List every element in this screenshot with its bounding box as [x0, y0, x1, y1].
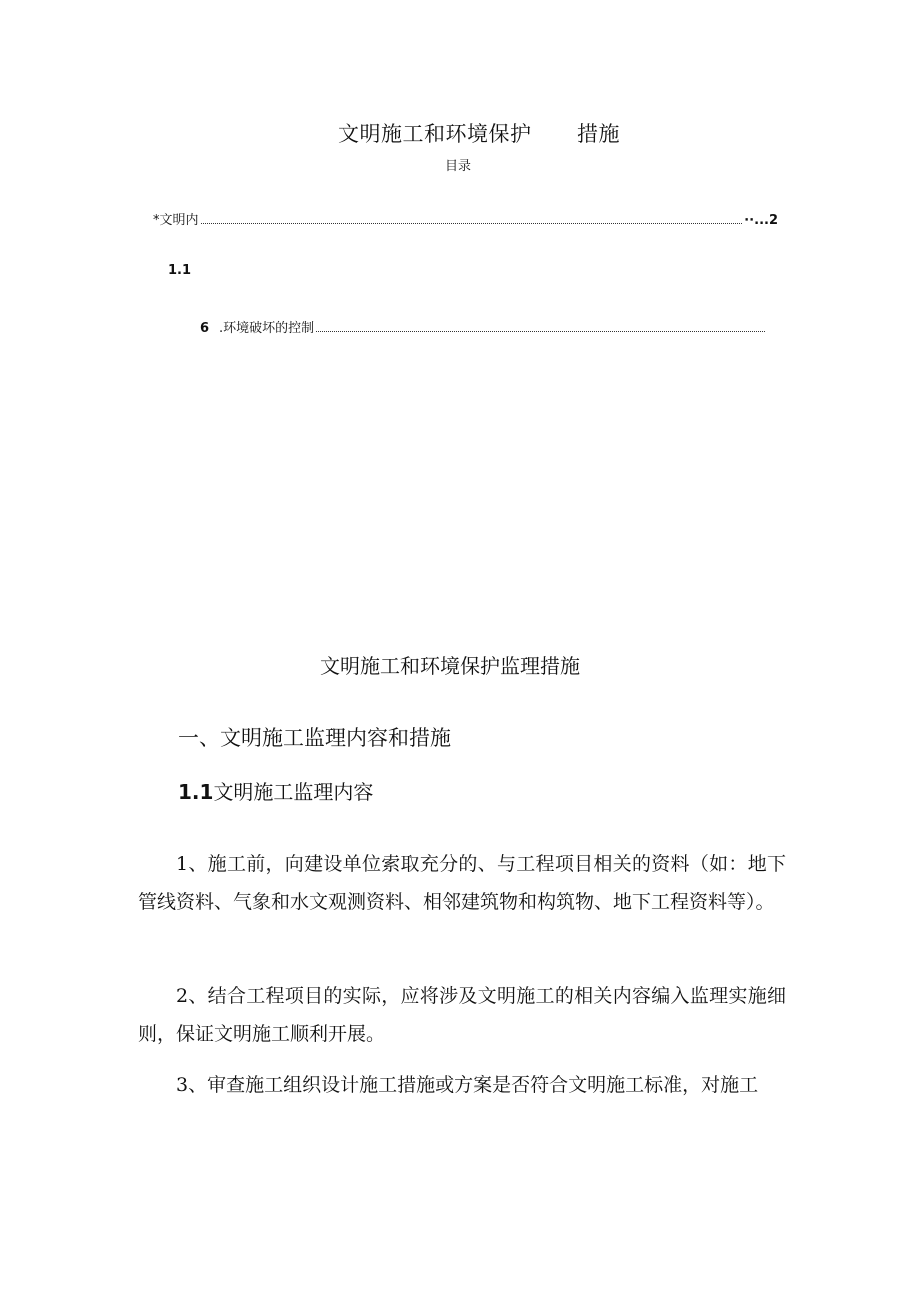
subsection-title: 文明施工监理内容	[213, 780, 374, 804]
document-title: 文明施工和环境保护监理措施	[320, 654, 580, 678]
toc-entry[interactable]	[200, 317, 767, 336]
toc-entry-page: ∙∙...2	[744, 213, 778, 228]
toc-entry-number[interactable]: 1.1	[168, 263, 192, 278]
paragraph: 3、审查施工组织设计施工措施或方案是否符合文明施工标准，对施工	[176, 1074, 759, 1096]
toc-entry-number: 6	[200, 321, 210, 336]
toc-dot-leader	[316, 330, 765, 332]
subsection-number: 1.1	[178, 780, 214, 804]
toc-entry-label: *文明内	[153, 213, 199, 228]
toc-entry[interactable]	[153, 209, 778, 228]
paragraph: 1、施工前，向建设单位索取充分的、与工程项目相关的资料（如：地下管线资料、气象和水文观测资料、相邻建筑物和构筑物、地下工程资料等）。	[138, 853, 786, 913]
section-heading: 一、文明施工监理内容和措施	[178, 726, 451, 750]
subsection-heading	[178, 776, 373, 805]
paragraph: 2、结合工程项目的实际，应将涉及文明施工的相关内容编入监理实施细则，保证文明施工顺利开展。	[138, 985, 786, 1045]
toc-dot-leader	[201, 222, 743, 224]
toc-heading: 目录	[445, 159, 472, 174]
cover-title-suffix: 措施	[577, 122, 620, 146]
cover-title: 文明施工和环境保护	[338, 122, 532, 146]
toc-entry-label: .环境破坏的控制	[219, 321, 315, 336]
